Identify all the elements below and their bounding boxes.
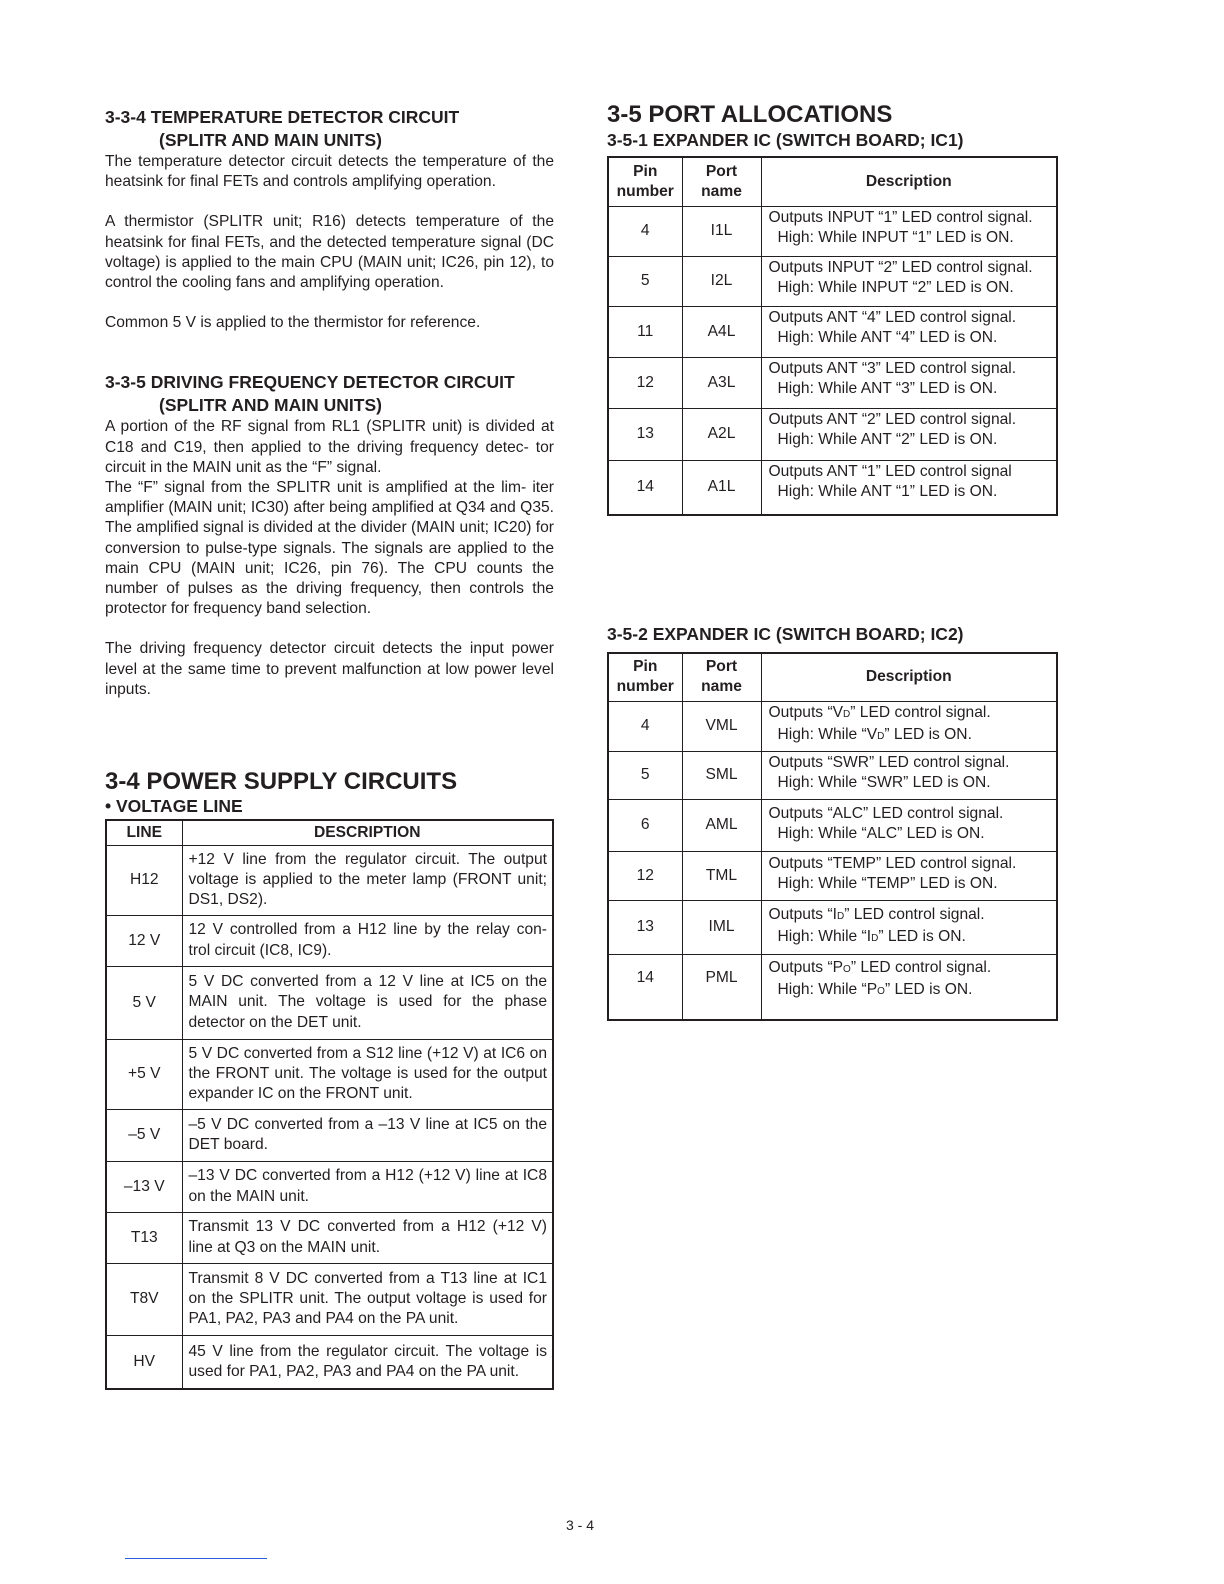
description-line-1 [769, 753, 1053, 773]
text-part: High: While “SWR” LED is ON. [777, 773, 991, 791]
port-cell: A1L [682, 460, 761, 515]
description-cell [761, 851, 1057, 900]
header-description: Description [761, 653, 1057, 701]
port-cell: I2L [682, 256, 761, 306]
description-line-2 [769, 773, 1053, 793]
voltage-line-cell: HV [106, 1335, 182, 1389]
table-row [608, 954, 1057, 1020]
table-row [106, 1212, 553, 1263]
section-335 [105, 371, 554, 700]
text-part: Outputs “TEMP” LED control signal. [768, 854, 1017, 872]
section-351-title: 3-5-1 EXPANDER IC (SWITCH BOARD; IC1) [607, 130, 964, 150]
description-cell [761, 357, 1057, 408]
table-row [106, 1161, 553, 1212]
port-cell: A4L [682, 306, 761, 357]
port-cell: IML [682, 900, 761, 954]
header-port-line2: name [701, 678, 742, 696]
voltage-line-cell: H12 [106, 845, 182, 915]
text-part: ” LED is ON. [884, 980, 973, 998]
port-cell: VML [682, 701, 761, 751]
header-pin-line2: number [616, 678, 674, 696]
header-port-name [682, 157, 761, 206]
port-table-header-row [608, 653, 1057, 701]
description-line-2: High: While ANT “3” LED is ON. [777, 379, 998, 397]
description-line-1: Outputs ANT “3” LED control signal. [768, 359, 1017, 377]
description-line-1: Outputs ANT “2” LED control signal. [768, 410, 1017, 428]
voltage-table-header-row [106, 820, 553, 845]
voltage-desc-cell: –5 V DC converted from a –13 V line at IC5 on the DET board. [182, 1109, 553, 1161]
pin-cell: 14 [608, 954, 682, 1020]
table-row [106, 1039, 553, 1109]
voltage-desc-cell: 45 V line from the regulator circuit. The voltage is used for PA1, PA2, PA3 and PA4 on the PA unit. [182, 1335, 553, 1389]
text-part: High: While “ALC” LED is ON. [777, 824, 985, 842]
port-cell: A3L [682, 357, 761, 408]
voltage-desc-cell: –13 V DC converted from a H12 (+12 V) line at IC8 on the MAIN unit. [182, 1161, 553, 1212]
page-number: 3 - 4 [565, 1517, 594, 1533]
table-row [608, 357, 1057, 408]
voltage-line-table [105, 819, 554, 1390]
voltage-line-cell: –13 V [106, 1161, 182, 1212]
table-row [608, 306, 1057, 357]
description-cell [761, 954, 1057, 1020]
header-pin-number [608, 157, 682, 206]
section-335-subtitle: (SPLITR AND MAIN UNITS) [159, 395, 382, 416]
pin-cell: 6 [608, 799, 682, 851]
table-row [608, 701, 1057, 751]
subscript: D [877, 730, 885, 742]
port-cell: I1L [682, 206, 761, 256]
port-cell: A2L [682, 408, 761, 460]
description-line-1 [769, 905, 1053, 927]
description-line-1 [769, 703, 1053, 725]
section-334-para-2: A thermistor (SPLITR unit; R16) detects temperature of the heatsink for final FETs, and the detected temperature signal (DC voltage) is applied to the main CPU (MAIN unit; IC26, pin 12), to control the cooling fans and amplifying operation. [105, 213, 554, 292]
description-line-2: High: While ANT “4” LED is ON. [777, 328, 998, 346]
voltage-line-cell: T13 [106, 1212, 182, 1263]
voltage-line-cell: +5 V [106, 1039, 182, 1109]
description-cell [761, 900, 1057, 954]
header-port-line2: name [701, 182, 742, 200]
description-line-2 [769, 980, 1053, 1002]
description-line-1 [769, 958, 1053, 980]
description-cell [761, 206, 1057, 256]
description-line-1: Outputs ANT “4” LED control signal. [768, 308, 1017, 326]
text-part: High: While “TEMP” LED is ON. [777, 874, 998, 892]
section-34 [105, 768, 554, 1390]
description-cell [761, 751, 1057, 799]
description-line-1 [769, 854, 1053, 874]
pin-cell: 4 [608, 206, 682, 256]
header-pin-number [608, 653, 682, 701]
voltage-desc-cell: +12 V line from the regulator circuit. The output voltage is applied to the meter lamp (FRONT unit; DS1, DS2). [182, 845, 553, 915]
description-line-2 [769, 927, 1053, 949]
description-line-2: High: While ANT “1” LED is ON. [777, 482, 998, 500]
footer-link-underline [125, 1558, 267, 1559]
section-335-para-3: The driving frequency detector circuit detects the input power level at the same time to prevent malfunction at low power level inputs. [105, 640, 554, 698]
description-line-1: Outputs ANT “1” LED control signal [768, 462, 1012, 480]
section-334 [105, 106, 554, 333]
header-port-line1: Port [705, 162, 738, 180]
voltage-line-heading: • VOLTAGE LINE [105, 796, 243, 817]
voltage-header-line: LINE [106, 820, 182, 845]
port-table-header-row [608, 157, 1057, 206]
subscript: O [843, 963, 851, 975]
description-line-2 [769, 824, 1053, 844]
pin-cell: 5 [608, 751, 682, 799]
text-part: Outputs “SWR” LED control signal. [768, 753, 1010, 771]
text-part: Outputs “I [768, 905, 837, 923]
section-334-para-1: The temperature detector circuit detects the temperature of the heatsink for final FETs and controls amplifying operation. [105, 153, 554, 191]
subscript: O [877, 985, 885, 997]
pin-cell: 11 [608, 306, 682, 357]
section-334-subtitle: (SPLITR AND MAIN UNITS) [159, 130, 382, 150]
section-35-title: 3-5 PORT ALLOCATIONS [607, 101, 893, 128]
voltage-desc-cell: 12 V controlled from a H12 line by the relay con- trol circuit (IC8, IC9). [182, 915, 553, 966]
voltage-line-cell: –5 V [106, 1109, 182, 1161]
description-line-1 [769, 804, 1053, 824]
table-row [608, 851, 1057, 900]
description-line-2 [769, 874, 1053, 894]
text-part: ” LED control signal. [844, 905, 985, 923]
text-part: Outputs “ALC” LED control signal. [768, 804, 1004, 822]
text-part: High: While “V [777, 725, 878, 743]
description-cell [761, 408, 1057, 460]
description-cell [761, 306, 1057, 357]
description-line-1: Outputs INPUT “1” LED control signal. [768, 208, 1033, 226]
header-port-name [682, 653, 761, 701]
port-cell: AML [682, 799, 761, 851]
pin-cell: 14 [608, 460, 682, 515]
table-row [608, 799, 1057, 851]
text-part: Outputs “P [768, 958, 844, 976]
pin-cell: 12 [608, 851, 682, 900]
table-row [608, 900, 1057, 954]
header-description: Description [761, 157, 1057, 206]
section-334-para-3: Common 5 V is applied to the thermistor for reference. [105, 314, 481, 332]
header-pin-line2: number [616, 182, 674, 200]
text-part: ” LED control signal. [850, 958, 992, 976]
subscript: D [843, 708, 851, 720]
voltage-header-description: DESCRIPTION [182, 820, 553, 845]
table-row [608, 408, 1057, 460]
table-row [608, 460, 1057, 515]
voltage-line-cell: 5 V [106, 966, 182, 1039]
subscript: D [836, 910, 845, 922]
text-part: ” LED is ON. [884, 725, 972, 743]
description-line-2: High: While INPUT “1” LED is ON. [777, 228, 1014, 246]
table-row [106, 1335, 553, 1389]
pin-cell: 13 [608, 900, 682, 954]
section-334-title: 3-3-4 TEMPERATURE DETECTOR CIRCUIT [105, 107, 460, 127]
section-335-para-2: The “F” signal from the SPLITR unit is amplified at the lim- iter amplifier (MAIN unit; IC30) after being amplified at Q34 and Q35. The amplified signal is divided at the divider (MAIN unit; IC20) for conversion to pulse-type signals. The signals are applied to the main CPU (MAIN unit; IC26, pin 76). The CPU counts the number of pulses as the driving frequency, then controls the protector for frequency band selection. [105, 479, 554, 618]
table-row [608, 256, 1057, 306]
header-pin-line1: Pin [633, 658, 658, 676]
port-cell: SML [682, 751, 761, 799]
table-row [106, 1263, 553, 1335]
voltage-desc-cell: 5 V DC converted from a 12 V line at IC5 on the MAIN unit. The voltage is used for the phase detector on the DET unit. [182, 966, 553, 1039]
table-row [106, 915, 553, 966]
pin-cell: 5 [608, 256, 682, 306]
text-part: High: While “P [777, 980, 878, 998]
description-line-2: High: While ANT “2” LED is ON. [777, 430, 998, 448]
port-cell: PML [682, 954, 761, 1020]
text-part: ” LED control signal. [850, 703, 991, 721]
table-row [106, 1109, 553, 1161]
voltage-desc-cell: 5 V DC converted from a S12 line (+12 V) at IC6 on the FRONT unit. The voltage is used for the output expander IC on the FRONT unit. [182, 1039, 553, 1109]
right-column [607, 101, 1058, 1021]
description-line-2: High: While INPUT “2” LED is ON. [777, 278, 1014, 296]
section-335-para-1: A portion of the RF signal from RL1 (SPLITR unit) is divided at C18 and C19, then applied to the driving frequency detec- tor circuit in the MAIN unit as the “F” signal. [105, 418, 554, 476]
port-table-ic2 [607, 652, 1058, 1021]
port-table-ic1 [607, 156, 1058, 516]
text-part: ” LED is ON. [878, 927, 966, 945]
section-34-title: 3-4 POWER SUPPLY CIRCUITS [105, 768, 458, 796]
header-port-line1: Port [705, 658, 738, 676]
table-row [608, 751, 1057, 799]
pin-cell: 12 [608, 357, 682, 408]
table-row [106, 966, 553, 1039]
text-part: High: While “I [777, 927, 872, 945]
section-352-title: 3-5-2 EXPANDER IC (SWITCH BOARD; IC2) [607, 624, 964, 644]
description-cell [761, 460, 1057, 515]
table-row [608, 206, 1057, 256]
description-cell [761, 701, 1057, 751]
voltage-desc-cell: Transmit 13 V DC converted from a H12 (+12 V) line at Q3 on the MAIN unit. [182, 1212, 553, 1263]
left-column [105, 106, 554, 1390]
voltage-line-cell: 12 V [106, 915, 182, 966]
subscript: D [871, 932, 879, 944]
pin-cell: 4 [608, 701, 682, 751]
port-cell: TML [682, 851, 761, 900]
text-part: Outputs “V [768, 703, 844, 721]
description-cell [761, 256, 1057, 306]
table-row [106, 845, 553, 915]
description-line-2 [769, 725, 1053, 747]
header-pin-line1: Pin [633, 162, 658, 180]
voltage-desc-cell: Transmit 8 V DC converted from a T13 line at IC1 on the SPLITR unit. The output voltage is used for PA1, PA2, PA3 and PA4 on the PA unit. [182, 1263, 553, 1335]
description-cell [761, 799, 1057, 851]
pin-cell: 13 [608, 408, 682, 460]
description-line-1: Outputs INPUT “2” LED control signal. [768, 258, 1033, 276]
section-335-title: 3-3-5 DRIVING FREQUENCY DETECTOR CIRCUIT [105, 372, 515, 393]
voltage-line-cell: T8V [106, 1263, 182, 1335]
